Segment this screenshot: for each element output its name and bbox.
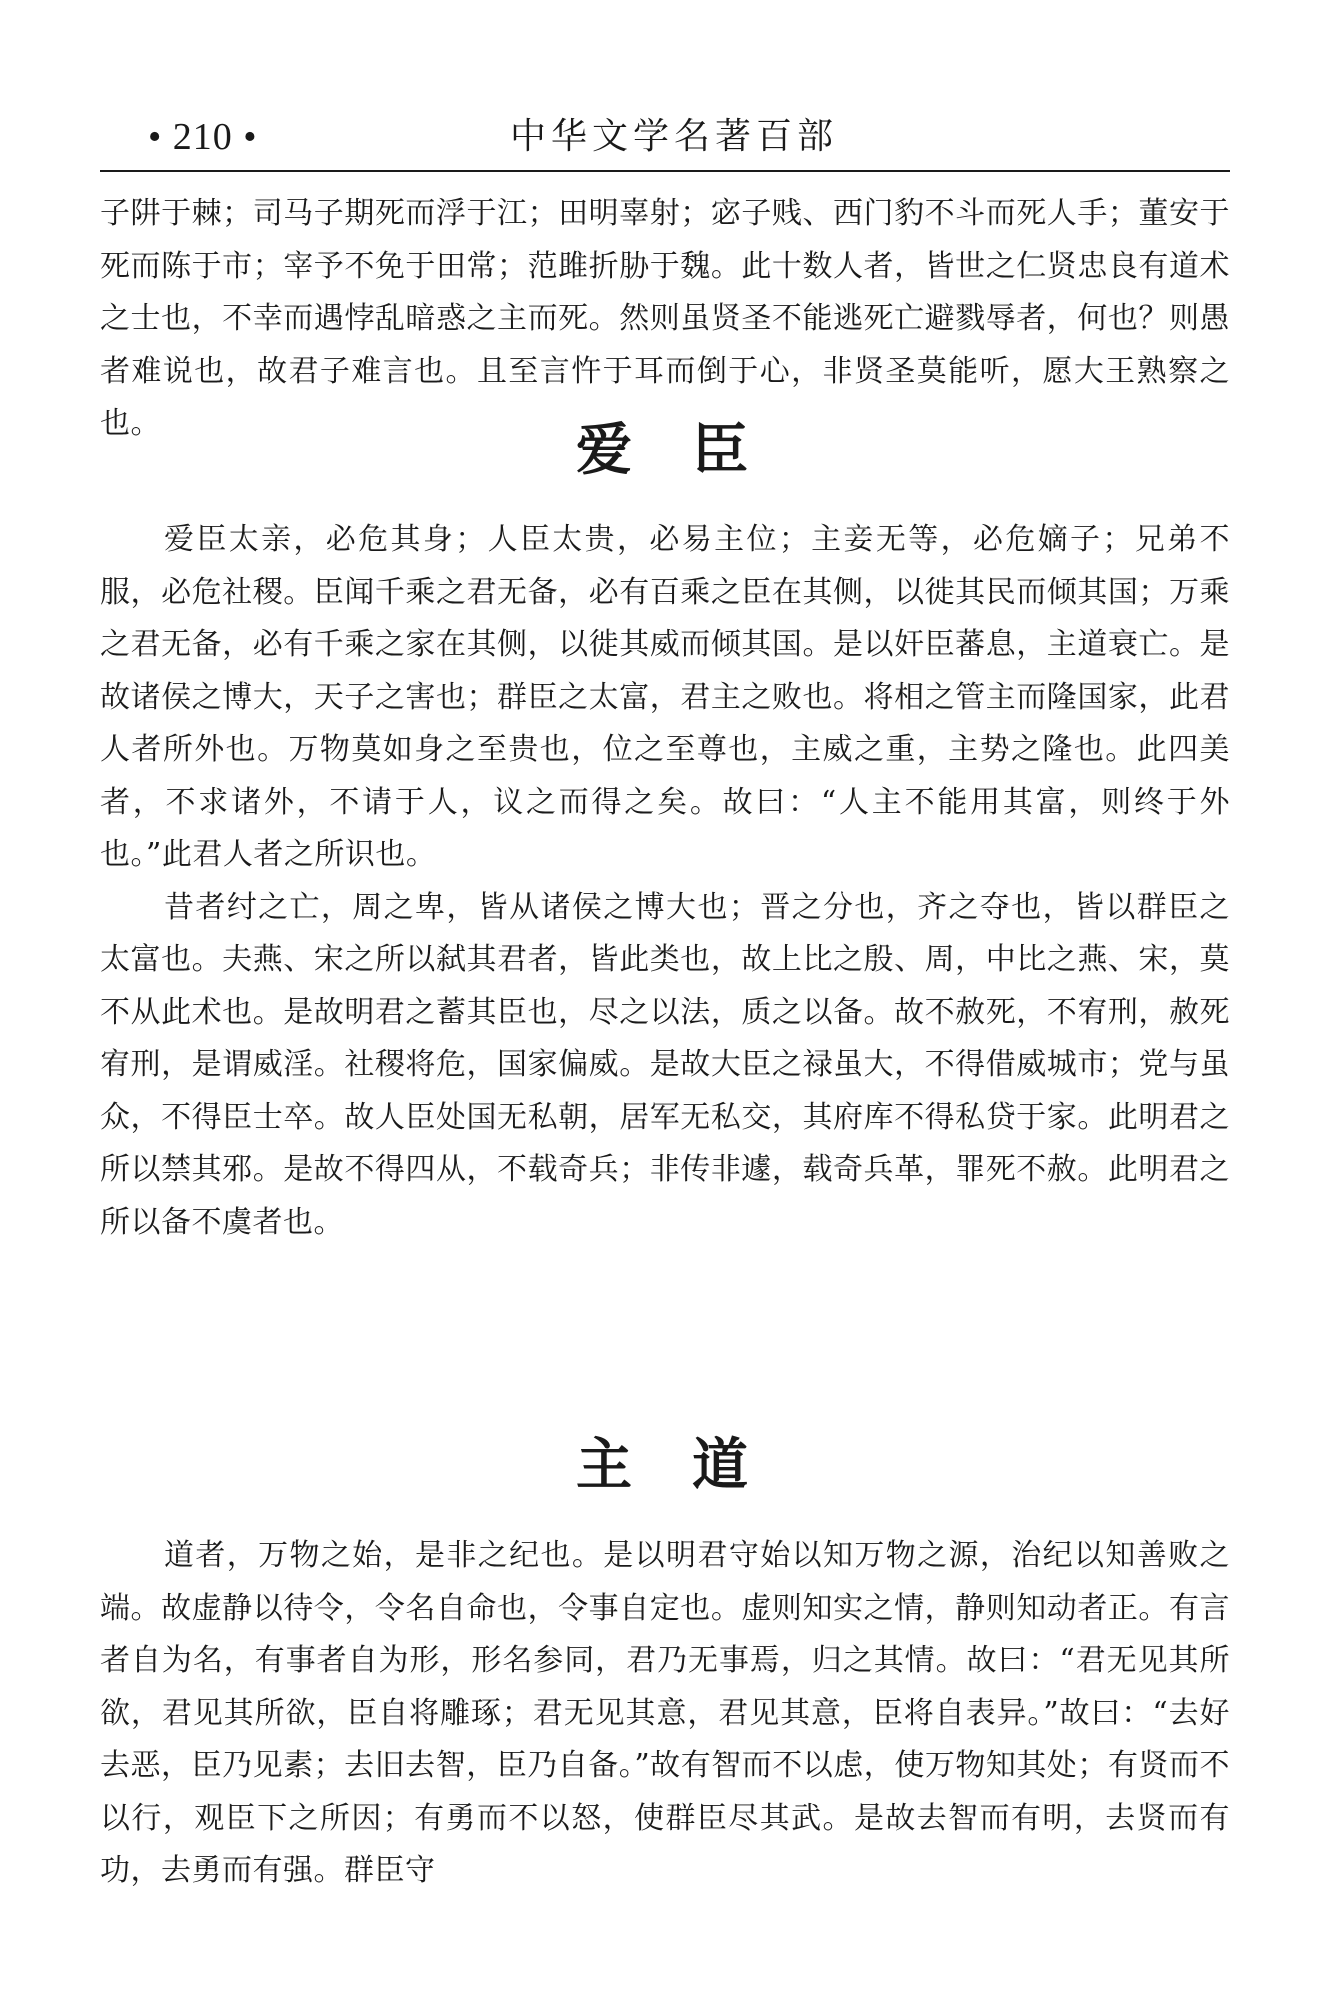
continuation-paragraph: 子阱于棘；司马子期死而浮于江；田明辜射；宓子贱、西门豹不斗而死人手；董安于死而陈于市；宰予不免于田常；范雎折胁于魏。此十数人者，皆世之仁贤忠良有道术之士也，不幸而遇悖乱暗惑之主而死。然则虽贤圣不能逃死亡避戮辱者，何也？则愚者难说也，故君子难言也。且至言忤于耳而倒于心，非贤圣莫能听，愿大王熟察之也。: [100, 196, 1230, 441]
book-title: 中华文学名著百部: [510, 116, 839, 157]
continuation-block: [100, 188, 1230, 451]
section-title-aichen: 爱臣: [576, 418, 808, 483]
section-aichen-body: [100, 514, 1230, 1249]
running-header: [100, 112, 1230, 172]
zhudao-paragraph-1: 道者，万物之始，是非之纪也。是以明君守始以知万物之源，治纪以知善败之端。故虚静以待令，令名自命也，令事自定也。虚则知实之情，静则知动者正。有言者自为名，有事者自为形，形名参同，君乃无事焉，归之其情。故曰：“君无见其所欲，君见其所欲，臣自将雕琢；君无见其意，君见其意，臣将自表异。”故曰：“去好去恶，臣乃见素；去旧去智，臣乃自备。”故有智而不以虑，使万物知其处；有贤而不以行，观臣下之所因；有勇而不以怒，使群臣尽其武。是故去智而有明，去贤而有功，去勇而有强。群臣守: [100, 1538, 1230, 1888]
section-title-zhudao: 主道: [576, 1433, 808, 1498]
section-zhudao-body: [100, 1530, 1230, 1898]
aichen-paragraph-1: 爱臣太亲，必危其身；人臣太贵，必易主位；主妾无等，必危嫡子；兄弟不服，必危社稷。臣闻千乘之君无备，必有百乘之臣在其侧，以徙其民而倾其国；万乘之君无备，必有千乘之家在其侧，以徙其威而倾其国。是以奸臣蕃息，主道衰亡。是故诸侯之博大，天子之害也；群臣之太富，君主之败也。将相之管主而隆国家，此君人者所外也。万物莫如身之至贵也，位之至尊也，主威之重，主势之隆也。此四美者，不求诸外，不请于人，议之而得之矣。故曰：“人主不能用其富，则终于外也。”此君人者之所识也。: [100, 522, 1230, 872]
header-rule: [100, 170, 1230, 172]
page-number: • 210 •: [148, 116, 258, 158]
aichen-paragraph-2: 昔者纣之亡，周之卑，皆从诸侯之博大也；晋之分也，齐之夺也，皆以群臣之太富也。夫燕、宋之所以弑其君者，皆此类也，故上比之殷、周，中比之燕、宋，莫不从此术也。是故明君之蓄其臣也，尽之以法，质之以备。故不赦死，不宥刑，赦死宥刑，是谓威淫。社稷将危，国家偏威。是故大臣之禄虽大，不得借威城市；党与虽众，不得臣士卒。故人臣处国无私朝，居军无私交，其府库不得私贷于家。此明君之所以禁其邪。是故不得四从，不载奇兵；非传非遽，载奇兵革，罪死不赦。此明君之所以备不虞者也。: [100, 889, 1230, 1240]
